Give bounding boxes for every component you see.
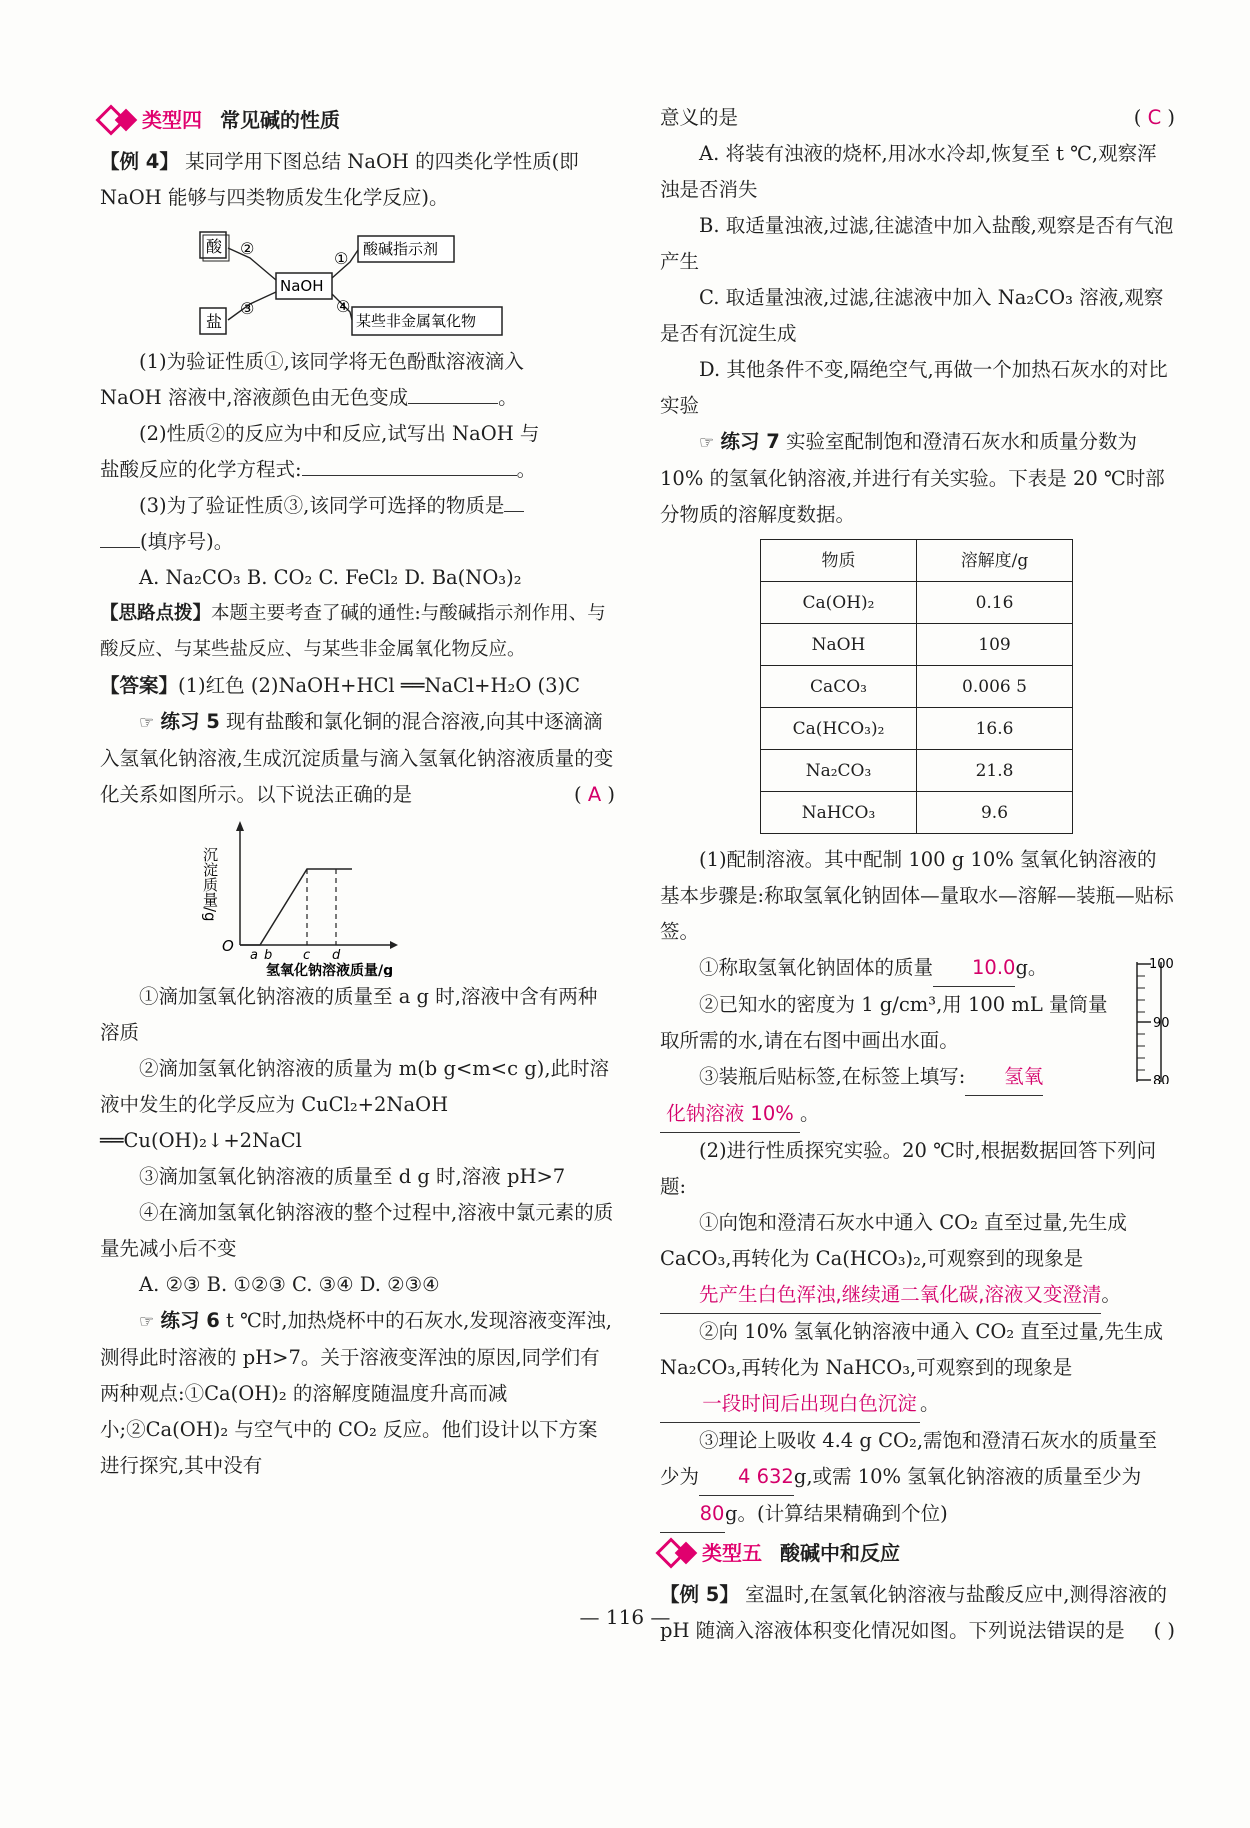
graph-c: c <box>303 948 311 963</box>
section-title: 酸碱中和反应 <box>780 1541 900 1565</box>
table-header: 物质 <box>761 540 917 582</box>
page-number: — 116 — <box>579 1605 671 1629</box>
diagram-n4: ④ <box>336 297 351 316</box>
cylinder-100: 100 <box>1149 957 1174 972</box>
diagram-acid: 酸 <box>206 237 223 256</box>
ex4-q1b: NaOH 溶液中,溶液颜色由无色变成 。 <box>100 386 518 409</box>
cylinder-80: 80 <box>1153 1074 1170 1084</box>
right-column <box>660 100 1175 1649</box>
p7-q2a: ①向饱和澄清石灰水中通入 CO₂ 直至过量,先生成 CaCO₃,再转化为 Ca(HCO₃)₂,可观察到的现象是先产生白色浑浊,继续通二氧化碳,溶液又变澄清。 <box>660 1205 1175 1314</box>
p7-q1c-cont: 化钠溶液 10% 。 <box>660 1096 1175 1133</box>
diagram-salt: 盐 <box>206 312 223 331</box>
pointing-hand-icon: ☞ <box>139 1312 155 1332</box>
p6-continued: 意义的是 ( C ) <box>660 100 1175 136</box>
practice-7-stem: ☞ 练习 7 实验室配制饱和澄清石灰水和质量分数为 10% 的氢氧化钠溶液,并进行有关实验。下表是 20 ℃时部分物质的溶解度数据。 <box>660 430 1165 526</box>
p7-q2c: ③理论上吸收 4.4 g CO₂,需饱和澄清石灰水的质量至少为 4 632g,或需 10% 氢氧化钠溶液的质量至少为80g。(计算结果精确到个位) <box>660 1423 1175 1533</box>
ex4-hint: 【思路点拨】本题主要考查了碱的通性:与酸碱指示剂作用、与酸反应、与某些盐反应、与某些非金属氧化物反应。 <box>100 603 606 660</box>
table-header: 溶解度/g <box>917 540 1073 582</box>
table-row: NaHCO₃ 9.6 <box>761 792 1073 834</box>
ex4-q2b: 盐酸反应的化学方程式: 。 <box>100 458 537 481</box>
table-row: NaOH 109 <box>761 624 1073 666</box>
p5-options: A. ②③ B. ①②③ C. ③④ D. ②③④ <box>139 1273 440 1296</box>
section-badge: 类型四 <box>100 102 202 138</box>
ex4-q3b: (填序号)。 <box>100 524 615 560</box>
p6-option-c: C. 取适量浊液,过滤,往滤液中加入 Na₂CO₃ 溶液,观察是否有沉淀生成 <box>660 286 1164 345</box>
answer-blank[interactable]: 化钠溶液 10% <box>660 1096 800 1133</box>
answer-blank[interactable]: 10.0 <box>933 950 1015 987</box>
table-header-row <box>761 540 1073 582</box>
p7-q1a: ①称取氢氧化钠固体的质量 10.0g。 <box>660 950 1175 987</box>
section-badge: 类型五 <box>660 1535 762 1571</box>
graph-xlabel: 氢氧化钠溶液质量/g <box>266 963 394 977</box>
answer-paren: ( C ) <box>1133 106 1175 129</box>
example-4-stem: 【例 4】 某同学用下图总结 NaOH 的四类化学性质(即 NaOH 能够与四类物质发生化学反应)。 <box>100 150 579 209</box>
diagram-center: NaOH <box>280 277 324 295</box>
answer-blank[interactable]: 80 <box>660 1496 725 1533</box>
answer-blank[interactable] <box>408 403 498 404</box>
p6-option-a: A. 将装有浊液的烧杯,用冰水冷却,恢复至 t ℃,观察浑浊是否消失 <box>660 142 1157 201</box>
diagram-oxide: 某些非金属氧化物 <box>356 312 477 330</box>
solubility-table <box>760 539 1073 834</box>
section-header-4 <box>100 100 615 140</box>
naoh-property-diagram <box>100 220 615 340</box>
section-title: 常见碱的性质 <box>220 108 340 132</box>
graph-a: a <box>250 948 258 963</box>
ex4-options: A. Na₂CO₃ B. CO₂ C. FeCl₂ D. Ba(NO₃)₂ <box>139 566 522 589</box>
pointing-hand-icon: ☞ <box>699 433 715 453</box>
graph-d: d <box>332 948 341 963</box>
p7-q1b: ②已知水的密度为 1 g/cm³,用 100 mL 量筒量取所需的水,请在右图中画出水面。 <box>660 993 1108 1052</box>
p5-statement-2: ②滴加氢氧化钠溶液的质量为 m(b g<m<c g),此时溶液中发生的化学反应为 CuCl₂+2NaOH ══Cu(OH)₂↓+2NaCl <box>100 1057 610 1152</box>
p7-q2b: ②向 10% 氢氧化钠溶液中通入 CO₂ 直至过量,先生成 Na₂CO₃,再转化为 NaHCO₃,可观察到的现象是一段时间后出现白色沉淀 。 <box>660 1314 1175 1423</box>
practice-6-stem: ☞ 练习 6 t ℃时,加热烧杯中的石灰水,发现溶液变浑浊,测得此时溶液的 pH>7。关于溶液变浑浊的原因,同学们有两种观点:①Ca(OH)₂ 的溶解度随温度升高而减小;②Ca(OH)₂ 与空气中的 CO₂ 反应。他们设计以下方案进行探究,其中没有 <box>100 1309 612 1477</box>
answer-paren: ( ) <box>1153 1619 1175 1642</box>
p5-statement-3: ③滴加氢氧化钠溶液的质量至 d g 时,溶液 pH>7 <box>139 1165 566 1188</box>
answer-paren: ( A ) <box>574 783 615 806</box>
graph-ylabel: 沉淀质量/g <box>201 847 219 922</box>
p7-q1c: ③装瓶后贴标签,在标签上填写: 氢氧 <box>660 1059 1175 1096</box>
pointing-hand-icon: ☞ <box>139 713 155 733</box>
ex4-q3a: (3)为了验证性质③,该同学可选择的物质是 <box>100 488 615 524</box>
answer-blank[interactable]: 4 632 <box>699 1459 794 1496</box>
diagram-n3: ③ <box>240 299 255 318</box>
p7-q2: (2)进行性质探究实验。20 ℃时,根据数据回答下列问题: <box>660 1139 1157 1198</box>
answer-blank[interactable]: 氢氧 <box>965 1059 1043 1096</box>
p6-option-d: D. 其他条件不变,隔绝空气,再做一个加热石灰水的对比实验 <box>660 358 1168 417</box>
p7-q1: (1)配制溶液。其中配制 100 g 10% 氢氧化钠溶液的基本步骤是:称取氢氧化钠固体—量取水—溶解—装瓶—贴标签。 <box>660 848 1174 943</box>
graph-origin: O <box>222 937 234 955</box>
table-row: Na₂CO₃ 21.8 <box>761 750 1073 792</box>
graph-b: b <box>264 948 273 963</box>
table-row: Ca(OH)₂ 0.16 <box>761 582 1073 624</box>
p5-statement-1: ①滴加氢氧化钠溶液的质量至 a g 时,溶液中含有两种溶质 <box>100 985 598 1044</box>
p7-q1-block <box>660 950 1175 1133</box>
section-header-5 <box>660 1533 1175 1573</box>
diagram-n1: ① <box>334 249 349 268</box>
precipitate-graph <box>100 817 615 977</box>
answer-blank[interactable] <box>302 475 517 476</box>
table-row: Ca(HCO₃)₂ 16.6 <box>761 708 1073 750</box>
diagram-n2: ② <box>240 239 255 258</box>
p6-option-b: B. 取适量浊液,过滤,往滤渣中加入盐酸,观察是否有气泡产生 <box>660 214 1174 273</box>
ex4-q1a: (1)为验证性质①,该同学将无色酚酞溶液滴入 <box>139 350 524 373</box>
ex4-answer: 【答案】(1)红色 (2)NaOH+HCl ══NaCl+H₂O (3)C <box>100 674 581 697</box>
diagram-indicator: 酸碱指示剂 <box>363 240 439 258</box>
practice-5-stem: ☞ 练习 5 现有盐酸和氯化铜的混合溶液,向其中逐滴滴入氢氧化钠溶液,生成沉淀质量与滴入氢氧化钠溶液质量的变化关系如图所示。以下说法正确的是 ( A ) <box>100 704 615 813</box>
graduated-cylinder <box>1131 954 1181 1084</box>
example-5-stem: 【例 5】 室温时,在氢氧化钠溶液与盐酸反应中,测得溶液的 pH 随滴入溶液体积变化情况如图。下列说法错误的是 ( ) <box>660 1577 1175 1649</box>
answer-blank[interactable]: 一段时间后出现白色沉淀 <box>660 1386 920 1423</box>
answer-blank[interactable] <box>100 547 140 548</box>
ex4-q2a: (2)性质②的反应为中和反应,试写出 NaOH 与 <box>139 422 540 445</box>
p5-statement-4: ④在滴加氢氧化钠溶液的整个过程中,溶液中氯元素的质量先减小后不变 <box>100 1201 614 1260</box>
cylinder-90: 90 <box>1153 1016 1170 1031</box>
left-column <box>100 100 615 1484</box>
answer-blank[interactable]: 先产生白色浑浊,继续通二氧化碳,溶液又变澄清 <box>660 1277 1101 1314</box>
table-row: CaCO₃ 0.006 5 <box>761 666 1073 708</box>
answer-blank[interactable] <box>504 511 524 512</box>
